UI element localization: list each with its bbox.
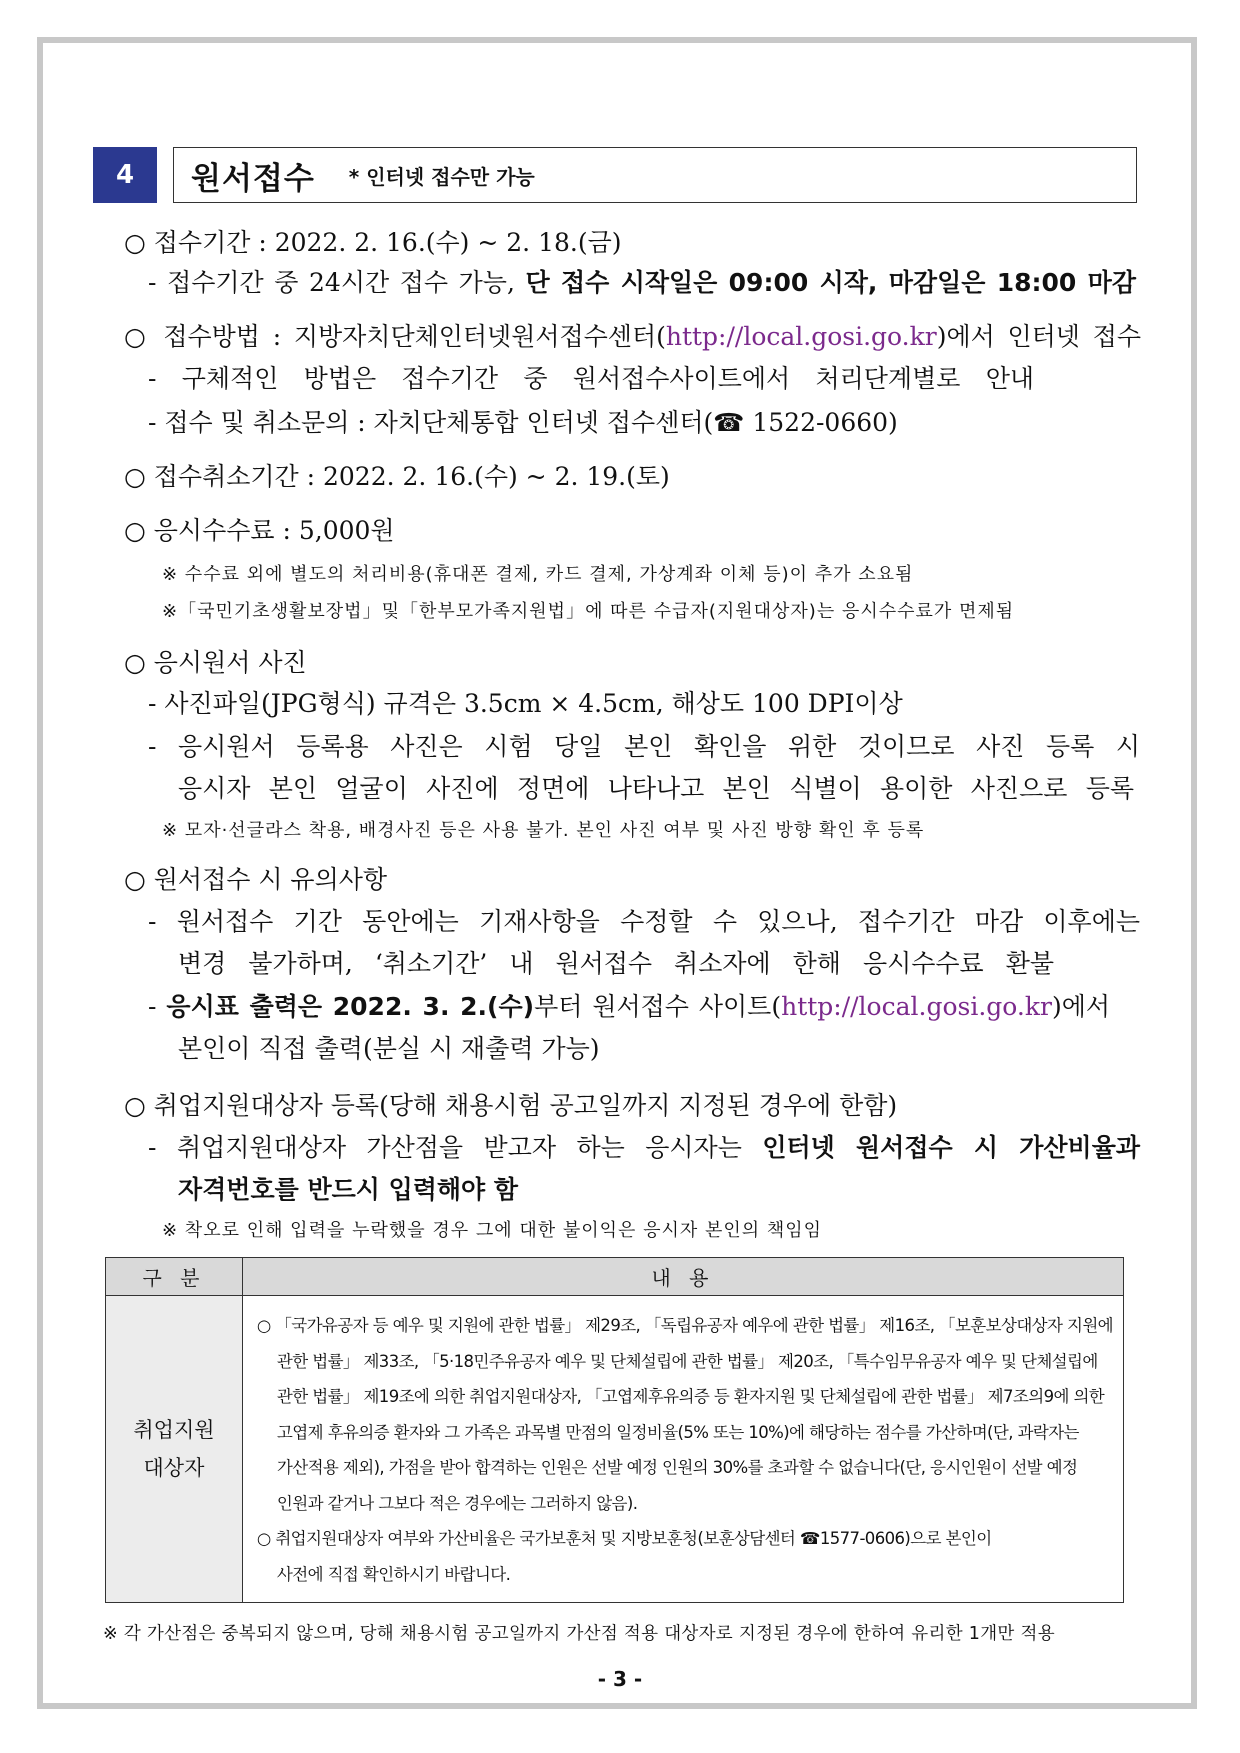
reception-method-prefix: 접수방법 : 지방자치단체인터넷원서접수센터(: [163, 322, 666, 351]
reception-period-sub-normal: 접수기간 중 24시간 접수 가능,: [167, 268, 515, 297]
table-row-content: [242, 1296, 1123, 1603]
reception-period-sub-bold: 단 접수 시작일은 09:00 시작, 마감일은 18:00 마감: [525, 268, 1136, 297]
cancel-period-line: [124, 461, 670, 493]
section-title-box: [173, 147, 1137, 203]
cautions-sub2: [148, 991, 1110, 1023]
table-header-category: 구 분: [106, 1258, 243, 1296]
table-header-content: 내 용: [242, 1258, 1123, 1296]
row-label-line-2: 대상자: [143, 1456, 205, 1480]
dash: -: [148, 268, 157, 297]
reception-method-line: [124, 321, 1141, 353]
cautions-sub1b: 변경 불가하며, ‘취소기간’ 내 원서접수 취소자에 한해 응시수수료 환불: [178, 949, 1054, 978]
bullet: ○: [124, 462, 146, 491]
section-title: 원서접수: [191, 160, 315, 197]
photo-text: 응시원서 사진: [153, 648, 307, 677]
bullet: ○: [124, 1091, 146, 1120]
photo-sub1: - 사진파일(JPG형식) 규격은 3.5cm × 4.5cm, 해상도 100 DPI이상: [148, 689, 903, 718]
bullet: ○: [124, 865, 146, 894]
cautions-sub1a: - 원서접수 기간 동안에는 기재사항을 수정할 수 있으나, 접수기간 마감 이후에는: [148, 907, 1140, 936]
photo-sub2b: 응시자 본인 얼굴이 사진에 정면에 나타나고 본인 식별이 용이한 사진으로 등록: [178, 774, 1134, 803]
bullet: ○: [124, 228, 146, 257]
inquiry-text: - 접수 및 취소문의 : 자치단체통합 인터넷 접수센터(: [148, 408, 714, 437]
reception-method-sub1: - 구체적인 방법은 접수기간 중 원서접수사이트에서 처리단계별로 안내: [148, 364, 1034, 393]
footnote: ※ 각 가산점은 중복되지 않으며, 당해 채용시험 공고일까지 가산점 적용 대상자로 지정된 경우에 한하여 유리한 1개만 적용: [103, 1624, 1055, 1644]
employment-support-note: ※ 착오로 인해 입력을 누락했을 경우 그에 대한 불이익은 응시자 본인의 책임임: [162, 1220, 823, 1241]
dash: -: [148, 992, 157, 1021]
reception-method-suffix: )에서 인터넷 접수: [936, 322, 1141, 351]
photo-sub2a: - 응시원서 등록용 사진은 시험 당일 본인 확인을 위한 것이므로 사진 등록 시: [148, 732, 1140, 761]
cautions-line: [124, 864, 387, 896]
section-number: 4: [93, 147, 157, 203]
table-text-line: 가산적용 제외), 가점을 받아 합격하는 인원은 선발 예정 인원의 30%를 초과할 수 없습니다(단, 응시인원이 선발 예정: [276, 1458, 1078, 1477]
employment-support-table: [105, 1257, 1124, 1603]
employment-support-sub: [148, 1132, 1140, 1164]
phone-icon: ☎: [713, 408, 745, 437]
dash: -: [148, 1133, 157, 1162]
fee-line: [124, 515, 395, 547]
inquiry-phone: 1522-0660): [744, 408, 898, 437]
employment-support-sub-normal: 취업지원대상자 가산점을 받고자 하는 응시자는: [176, 1133, 742, 1162]
ticket-url-link[interactable]: http://local.gosi.go.kr: [781, 992, 1052, 1021]
fee-text: 응시수수료 : 5,000원: [153, 516, 395, 545]
employment-support-sub-bold1: 인터넷 원서접수 시 가산비율과: [762, 1133, 1140, 1162]
table-text-line: ○ 「국가유공자 등 예우 및 지원에 관한 법률」 제29조, 「독립유공자 예우에 관한 법률」 제16조, 「보훈보상대상자 지원에: [256, 1316, 1113, 1335]
reception-method-sub2: [148, 407, 898, 439]
employment-support-sub-bold2: 자격번호를 반드시 입력해야 함: [178, 1175, 519, 1204]
ticket-print-mid: 부터 원서접수 사이트(: [534, 992, 782, 1021]
section-note: * 인터넷 접수만 가능: [348, 164, 535, 189]
table-text-line: ○ 취업지원대상자 여부와 가산비율은 국가보훈처 및 지방보훈청(보훈상담센터 ☎1577-0606)으로 본인이: [256, 1529, 992, 1548]
bullet: ○: [124, 516, 146, 545]
employment-support-text: 취업지원대상자 등록(당해 채용시험 공고일까지 지정된 경우에 한함): [153, 1091, 898, 1120]
fee-note-2: ※「국민기초생활보장법」및「한부모가족지원법」에 따른 수급자(지원대상자)는 응시수수료가 면제됨: [162, 601, 1015, 622]
table-text-line: 관한 법률」 제33조, 「5·18민주유공자 예우 및 단체설립에 관한 법률」 제20조, 「특수임무유공자 예우 및 단체설립에: [276, 1351, 1098, 1371]
cancel-period-text: 접수취소기간 : 2022. 2. 16.(수) ~ 2. 19.(토): [153, 462, 670, 491]
bullet: ○: [124, 322, 151, 351]
reception-period-sub: [148, 267, 1136, 299]
photo-note: ※ 모자·선글라스 착용, 배경사진 등은 사용 불가. 본인 사진 여부 및 사진 방향 확인 후 등록: [162, 820, 925, 841]
cautions-sub2b: 본인이 직접 출력(분실 시 재출력 가능): [178, 1034, 600, 1063]
table-text-line: 사전에 직접 확인하시기 바랍니다.: [276, 1564, 511, 1584]
section-header: [93, 147, 1138, 203]
reception-url-link[interactable]: http://local.gosi.go.kr: [665, 322, 937, 351]
bullet: ○: [124, 648, 146, 677]
row-label-line-1: 취업지원: [133, 1418, 215, 1442]
page-number: - 3 -: [597, 1667, 643, 1691]
reception-period-line: [124, 227, 622, 259]
table-text-line: 인원과 같거나 그보다 적은 경우에는 그러하지 않음).: [276, 1493, 638, 1513]
table-text-line: 관한 법률」 제19조에 의한 취업지원대상자, 「고엽제후유의증 등 환자지원 및 단체설립에 관한 법률」 제7조의9에 의한: [276, 1387, 1105, 1406]
cautions-text: 원서접수 시 유의사항: [153, 865, 388, 894]
ticket-print-date: 응시표 출력은 2022. 3. 2.(수): [166, 992, 535, 1021]
table-row-label: [106, 1296, 243, 1603]
ticket-print-suffix: )에서: [1051, 992, 1111, 1021]
employment-support-line: [124, 1090, 897, 1122]
table-text-line: 고엽제 후유의증 환자와 그 가족은 과목별 만점의 일정비율(5% 또는 10%)에 해당하는 점수를 가산하며(단, 과락자는: [276, 1422, 1079, 1442]
photo-line: [124, 647, 307, 679]
reception-period-text: 접수기간 : 2022. 2. 16.(수) ~ 2. 18.(금): [153, 228, 622, 257]
fee-note-1: ※ 수수료 외에 별도의 처리비용(휴대폰 결제, 카드 결제, 가상계좌 이체 등)이 추가 소요됨: [162, 564, 914, 585]
